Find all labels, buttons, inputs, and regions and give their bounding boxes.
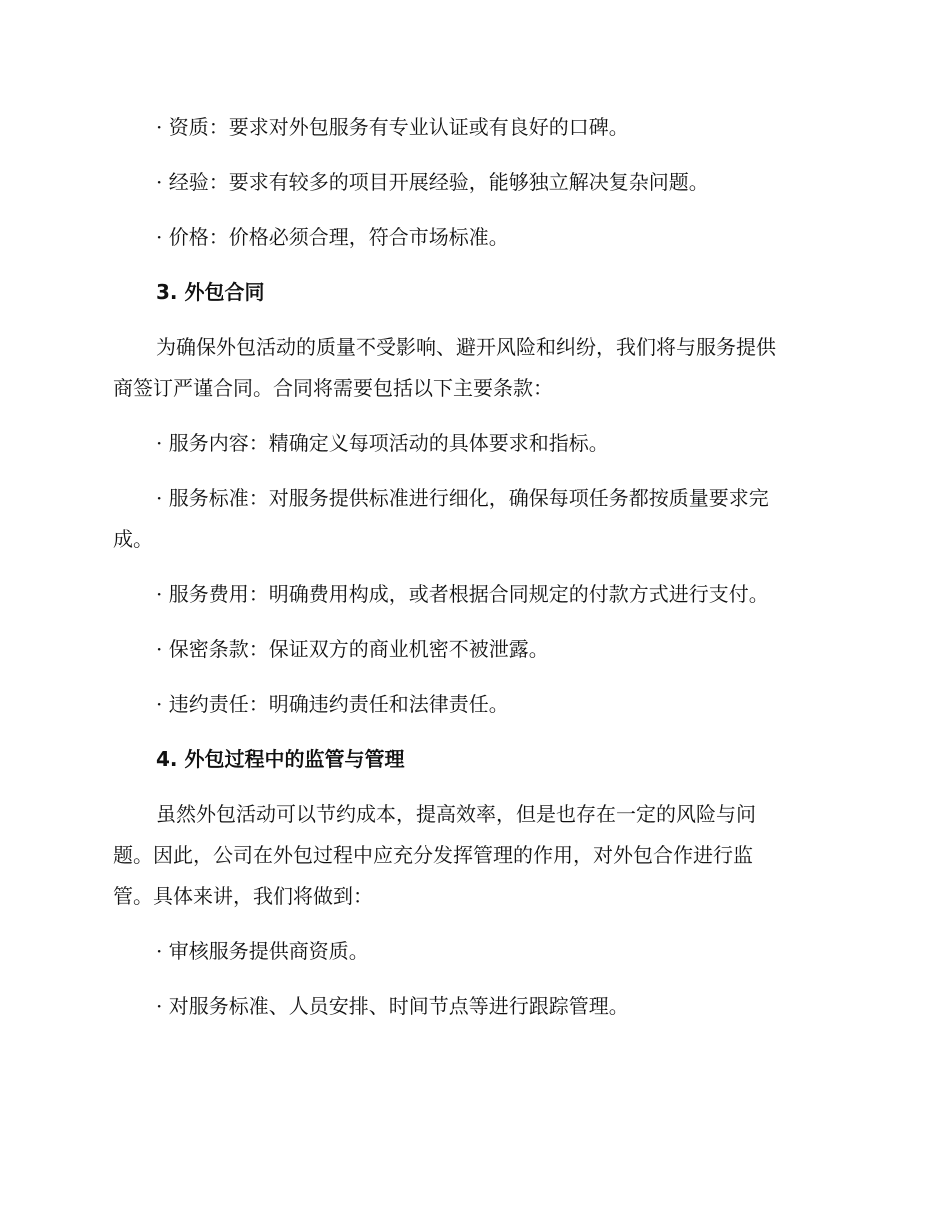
- paragraph-contract-line-1: 为确保外包活动的质量不受影响、避开风险和纠纷，我们将与服务提供: [156, 335, 776, 359]
- list-item-service-fee: · 服务费用：明确费用构成，或者根据合同规定的付款方式进行支付。: [156, 582, 769, 606]
- list-item-service-standard: · 服务标准：对服务提供标准进行细化，确保每项任务都按质量要求完: [156, 486, 769, 510]
- list-item-price: · 价格：价格必须合理，符合市场标准。: [156, 225, 509, 249]
- list-item-qualification: · 资质：要求对外包服务有专业认证或有良好的口碑。: [156, 115, 629, 139]
- paragraph-supervision-line-2: 题。因此，公司在外包过程中应充分发挥管理的作用，对外包合作进行监: [113, 843, 753, 867]
- list-item-audit: · 审核服务提供商资质。: [156, 939, 369, 963]
- section-heading-supervision: 4. 外包过程中的监管与管理: [156, 747, 405, 771]
- paragraph-supervision-line-3: 管。具体来讲，我们将做到：: [113, 884, 373, 908]
- paragraph-contract-line-2: 商签订严谨合同。合同将需要包括以下主要条款：: [113, 376, 553, 400]
- paragraph-supervision-line-1: 虽然外包活动可以节约成本，提高效率，但是也存在一定的风险与问: [156, 802, 756, 826]
- list-item-service-content: · 服务内容：精确定义每项活动的具体要求和指标。: [156, 431, 609, 455]
- list-item-tracking: · 对服务标准、人员安排、时间节点等进行跟踪管理。: [156, 994, 629, 1018]
- list-item-confidentiality: · 保密条款：保证双方的商业机密不被泄露。: [156, 637, 549, 661]
- list-item-service-standard-cont: 成。: [113, 527, 153, 551]
- list-item-liability: · 违约责任：明确违约责任和法律责任。: [156, 692, 509, 716]
- section-heading-contract: 3. 外包合同: [156, 280, 265, 304]
- list-item-experience: · 经验：要求有较多的项目开展经验，能够独立解决复杂问题。: [156, 170, 709, 194]
